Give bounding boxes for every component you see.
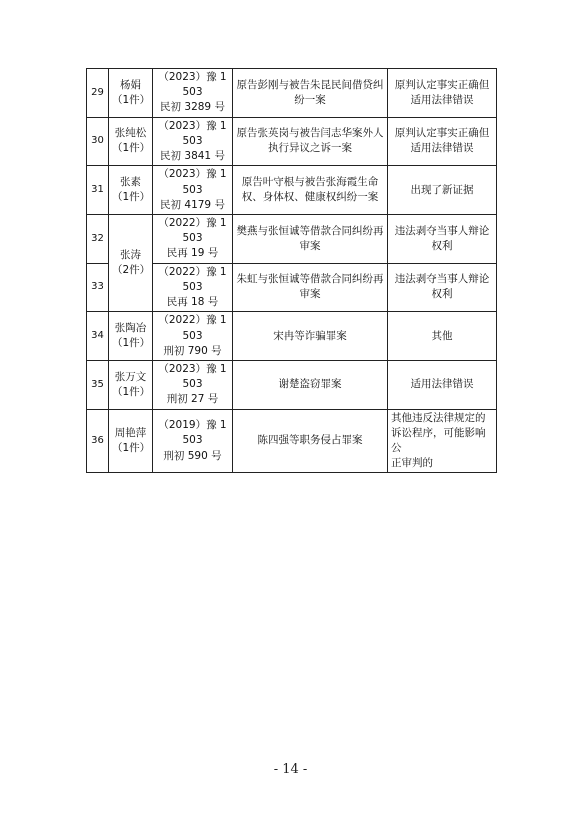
reason-cell [388,263,497,312]
reason-line: 权利 [431,288,453,301]
case-name-cell [233,214,388,263]
case-number-line: 刑初 590 号 [163,449,222,462]
reason-cell [388,117,497,166]
row-number: 31 [87,166,109,215]
reason-line: 诉讼程序，可能影响公 [391,426,486,455]
reason-line: 违法剥夺当事人辩论 [394,224,490,237]
case-number-line: 刑初 790 号 [163,344,222,357]
case-name-cell [233,312,388,361]
judge-cell [109,214,153,311]
case-number-cell [153,166,233,215]
reason-line: 原判认定事实正确但 [394,127,490,140]
judge-cell [109,360,153,409]
table-row [87,117,497,166]
reason-line: 其他 [431,329,453,342]
row-number: 36 [87,409,109,473]
judge-case-count: （1件） [112,142,151,155]
table-row [87,214,497,263]
reason-line: 其他违反法律规定的 [391,411,486,424]
case-number-cell [153,214,233,263]
judge-case-count: （1件） [112,191,151,204]
case-name-cell [233,166,388,215]
reason-line: 适用法律错误 [410,378,474,391]
case-name-line: 樊燕与张恒诚等借款合同纠纷再 [236,224,384,237]
case-number-cell [153,360,233,409]
judge-name: 张素 [120,175,141,188]
case-name-line: 权、身体权、健康权纠纷一案 [241,191,379,204]
case-name-line: 谢楚盗窃罪案 [278,378,342,391]
table-row [87,409,497,473]
case-number-cell [153,312,233,361]
reason-line: 适用法律错误 [410,93,474,106]
case-number-cell [153,409,233,473]
case-name-line: 原告张英岗与被告闫志华案外人 [236,127,384,140]
case-number-line: 民初 3289 号 [160,101,225,114]
case-name-cell [233,117,388,166]
case-number-cell [153,117,233,166]
case-name-line: 原告叶守根与被告张海霞生命 [241,175,379,188]
case-name-line: 执行异议之诉一案 [268,142,352,155]
case-number-line: （2019）豫 1503 [158,419,227,447]
reason-cell [388,69,497,118]
case-number-line: （2023）豫 1503 [158,362,227,391]
reason-cell [388,312,497,361]
case-table [86,68,497,473]
case-number-line: 民初 3841 号 [160,150,225,163]
reason-line: 违法剥夺当事人辩论 [394,273,490,286]
case-number-line: （2022）豫 1503 [158,265,227,293]
reason-cell [388,214,497,263]
table-row [87,69,497,118]
case-number-line: 刑初 27 号 [166,393,219,406]
reason-line: 适用法律错误 [410,142,474,155]
case-number-line: （2022）豫 1503 [158,216,227,245]
judge-case-count: （1件） [112,93,151,106]
page-number: - 14 - [273,762,308,777]
case-number-line: 民再 18 号 [166,296,219,309]
case-name-line: 陈四强等职务侵占罪案 [257,434,363,447]
row-number: 32 [87,214,109,263]
case-name-line: 宋冉等诈骗罪案 [273,329,347,342]
reason-cell [388,409,497,473]
row-number: 35 [87,360,109,409]
case-number-cell [153,263,233,312]
judge-cell [109,409,153,473]
judge-name: 张涛 [120,248,141,261]
row-number: 33 [87,263,109,312]
case-number-cell [153,69,233,118]
judge-case-count: （1件） [112,337,151,350]
case-name-cell [233,69,388,118]
case-name-line: 审案 [299,239,321,252]
judge-name: 周艳萍 [114,426,147,439]
reason-cell [388,360,497,409]
row-number: 30 [87,117,109,166]
reason-line: 正审判的 [391,457,433,470]
judge-name: 张陶冶 [114,321,147,334]
reason-cell [388,166,497,215]
judge-case-count: （1件） [112,385,151,398]
case-name-line: 纷一案 [294,93,326,106]
case-name-cell [233,360,388,409]
row-number: 34 [87,312,109,361]
case-name-line: 朱虹与张恒诚等借款合同纠纷再 [236,273,384,286]
reason-line: 权利 [431,239,453,252]
case-number-line: （2023）豫 1503 [158,168,227,196]
case-name-cell [233,409,388,473]
case-number-line: 民初 4179 号 [160,198,225,211]
judge-name: 张纯松 [114,127,147,140]
case-number-line: （2022）豫 1503 [158,314,227,342]
judge-cell [109,117,153,166]
case-number-line: 民再 19 号 [166,247,219,260]
reason-line: 原判认定事实正确但 [394,78,490,91]
row-number: 29 [87,69,109,118]
judge-cell [109,312,153,361]
case-name-line: 审案 [299,288,321,301]
judge-name: 杨娟 [120,78,141,91]
case-number-line: （2023）豫 1503 [158,71,227,99]
reason-line: 出现了新证据 [410,183,474,196]
case-number-line: （2023）豫 1503 [158,119,227,147]
judge-cell [109,69,153,118]
judge-cell [109,166,153,215]
judge-name: 张万文 [114,370,147,383]
table-row [87,312,497,361]
judge-case-count: （2件） [112,264,151,277]
judge-case-count: （1件） [112,442,151,455]
table-row [87,360,497,409]
case-name-cell [233,263,388,312]
table-row [87,166,497,215]
case-name-line: 原告彭刚与被告朱昆民间借贷纠 [236,78,384,91]
